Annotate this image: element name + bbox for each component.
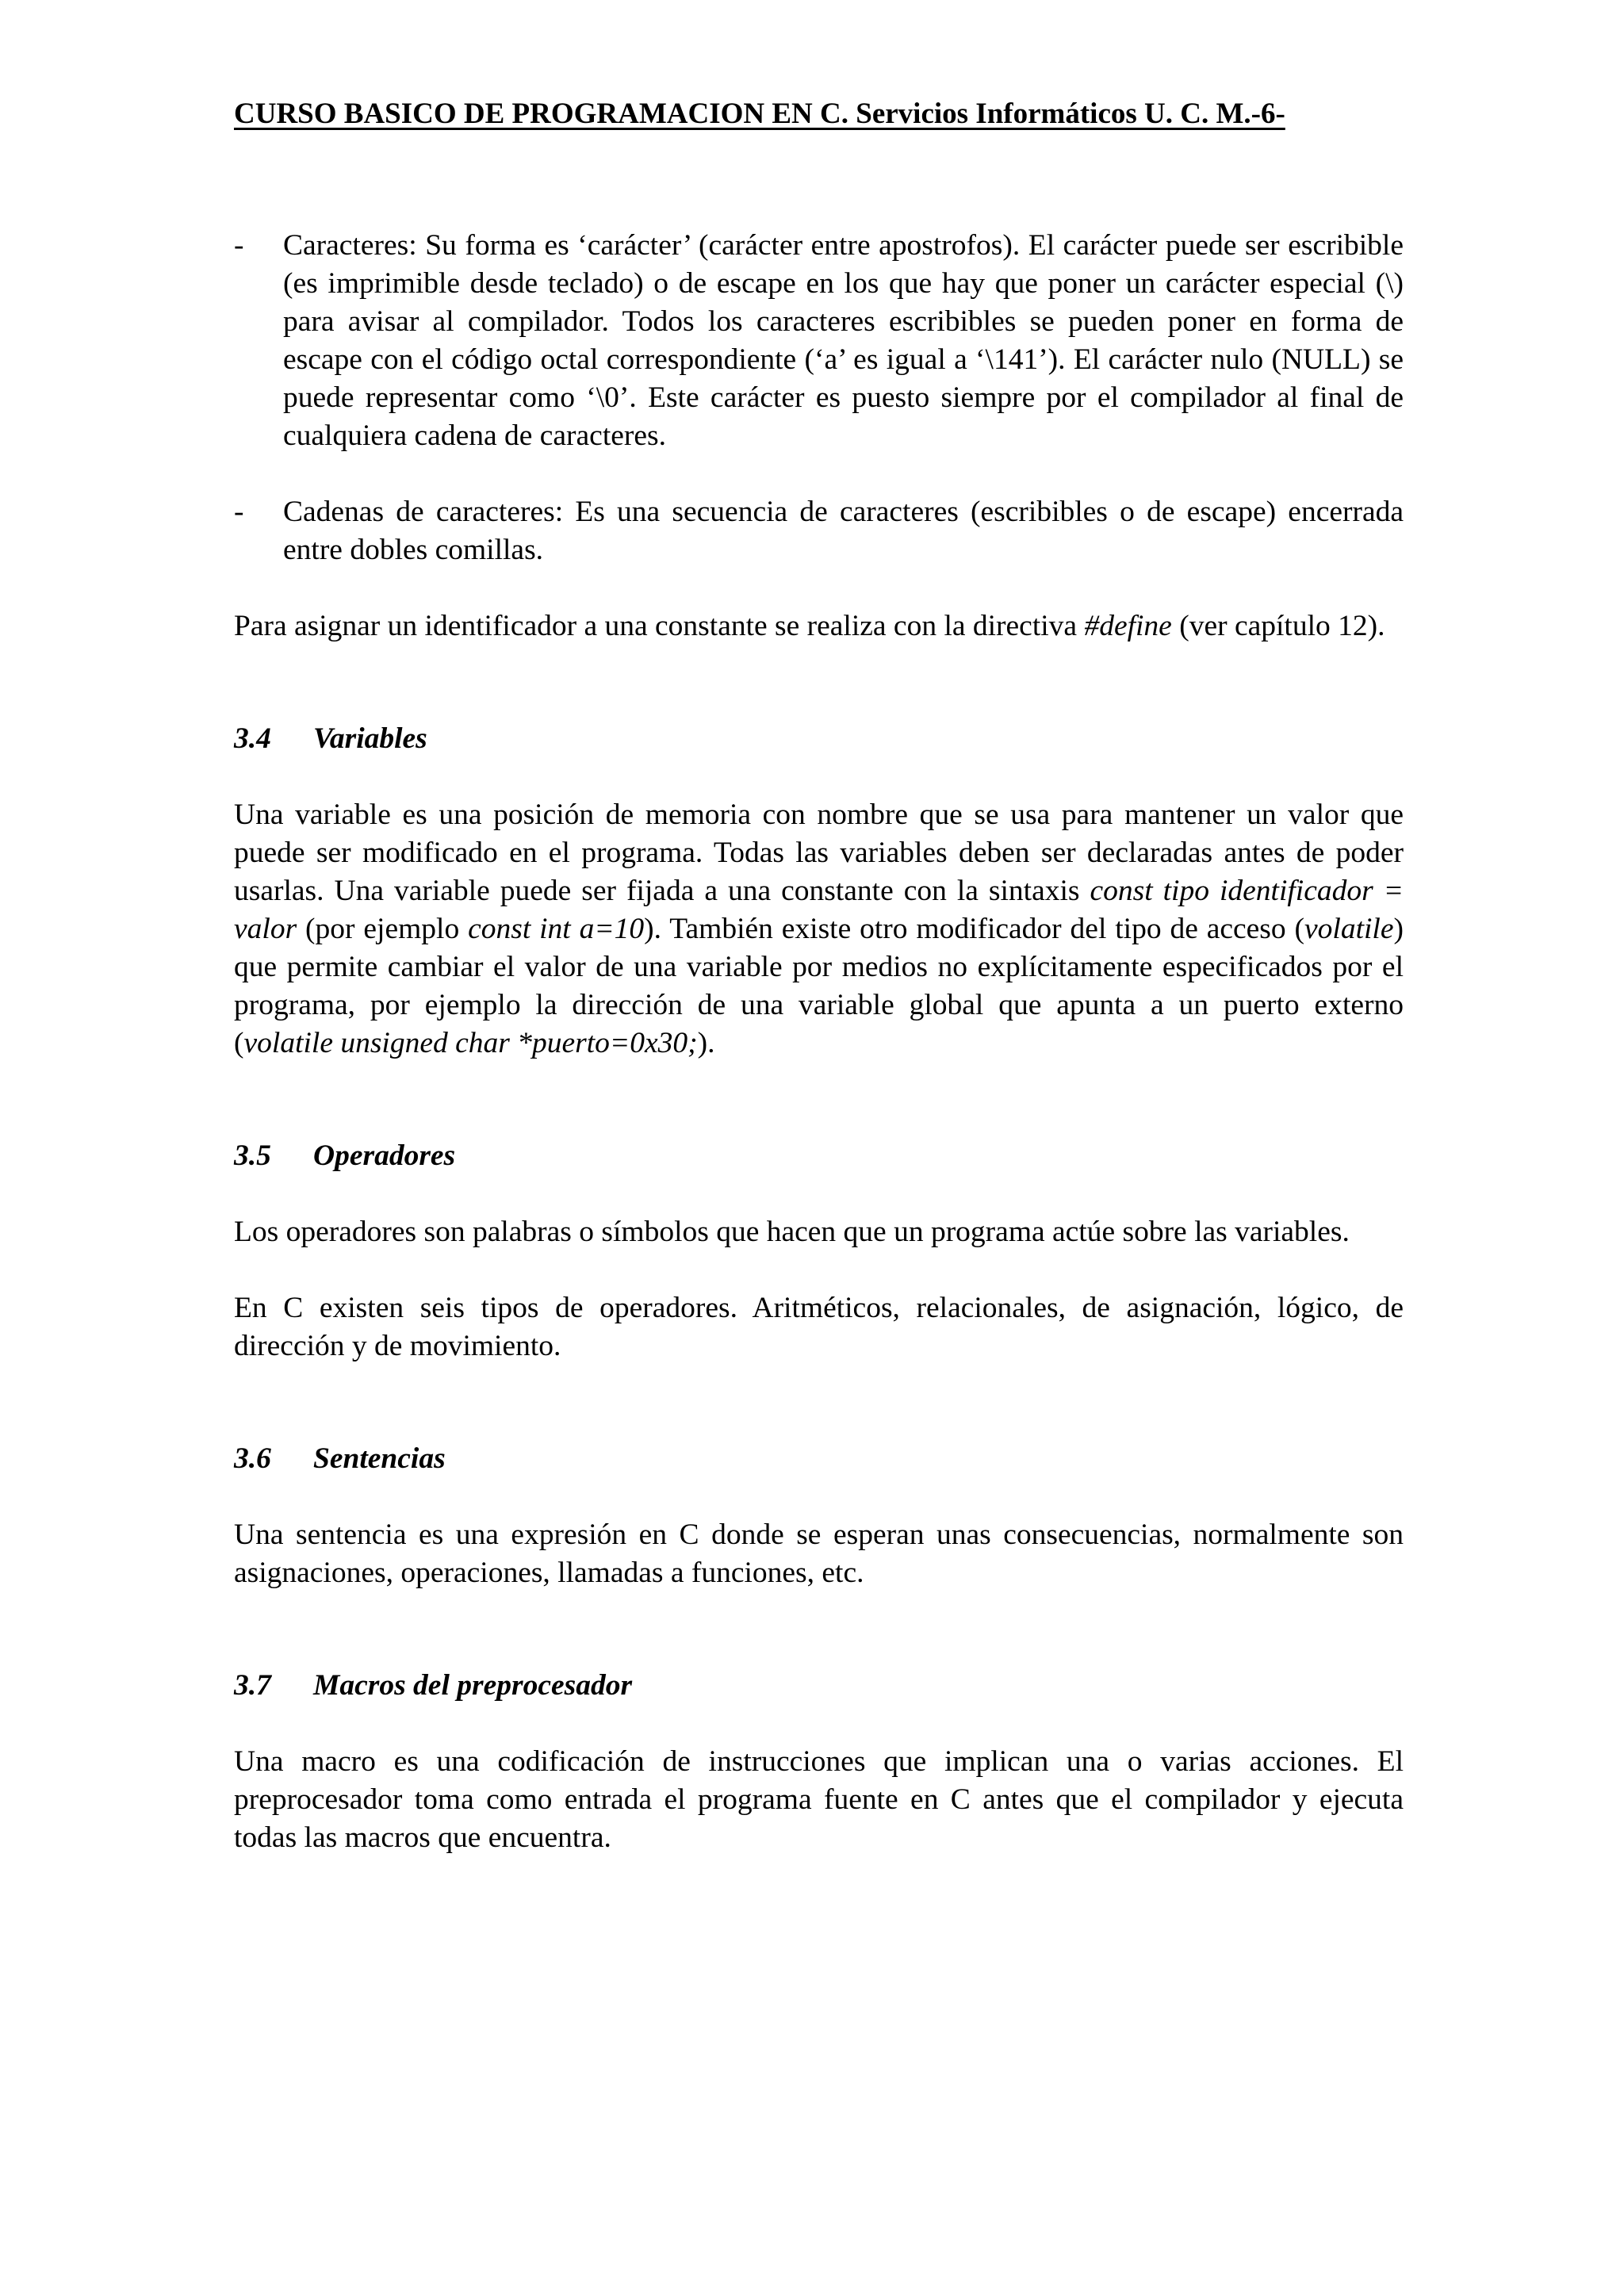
variables-paragraph <box>234 796 1404 1063</box>
italic-run: const tipo identificador = valor <box>234 875 1404 945</box>
section-number: 3.5 <box>234 1139 271 1172</box>
sentencias-paragraph: Una sentencia es una expresión en C donde se esperan unas consecuencias, normalmente son asignaciones, operaciones, llamadas a funciones, etc. <box>234 1518 1404 1589</box>
operadores-paragraph-1: Los operadores son palabras o símbolos que hacen que un programa actúe sobre las variables. <box>234 1216 1350 1248</box>
bullet-dash: - <box>234 496 244 528</box>
section-number: 3.6 <box>234 1442 271 1475</box>
section-title: Variables <box>313 722 427 755</box>
define-directive: #define <box>1084 610 1172 642</box>
operadores-paragraph-2: En C existen seis tipos de operadores. Aritméticos, relacionales, de asignación, lógico, de dirección y de movimiento. <box>234 1292 1404 1362</box>
section-heading-3-7 <box>234 1667 1404 1705</box>
text-run: (por ejemplo <box>297 913 469 945</box>
section-heading-3-4 <box>234 720 1404 758</box>
bullet-caracteres <box>234 227 1404 455</box>
define-paragraph <box>234 607 1404 645</box>
text-run: ). También existe otro modificador del tipo de acceso ( <box>644 913 1305 945</box>
section-heading-3-6 <box>234 1440 1404 1478</box>
italic-run: volatile unsigned char *puerto=0x30; <box>243 1027 698 1059</box>
section-number: 3.7 <box>234 1669 271 1702</box>
section-heading-3-5 <box>234 1137 1404 1175</box>
text-run: ). <box>697 1027 715 1059</box>
page-content <box>234 227 1404 1857</box>
define-text-before: Para asignar un identificador a una constante se realiza con la directiva <box>234 610 1085 642</box>
section-number: 3.4 <box>234 722 271 755</box>
bullet-text: Caracteres: Su forma es ‘carácter’ (carácter entre apostrofos). El carácter puede ser escribible (es imprimible desde teclado) o de escape en los que hay que poner un carácter especial (\) para avisar al compilador. Todos los caracteres escribibles se pueden poner en forma de escape con el código octal correspondiente (‘a’ es igual a ‘\141’). El carácter nulo (NULL) se puede representar como ‘\0’. Este carácter es puesto siempre por el compilador al final de cualquiera cadena de caracteres. <box>283 229 1404 452</box>
macros-paragraph: Una macro es una codificación de instrucciones que implican una o varias acciones. El preprocesador toma como entrada el programa fuente en C antes que el compilador y ejecuta todas las macros que encuentra. <box>234 1745 1404 1854</box>
define-text-after: (ver capítulo 12). <box>1171 610 1385 642</box>
bullet-dash: - <box>234 229 244 262</box>
bullet-text: Cadenas de caracteres: Es una secuencia de caracteres (escribibles o de escape) encerrada entre dobles comillas. <box>283 496 1404 566</box>
italic-run: const int a=10 <box>468 913 645 945</box>
text-run: Una variable es una posición de memoria con nombre que se usa para mantener un valor que puede ser modificado en el programa. Todas las variables deben ser declaradas antes de poder usarlas. Una variable puede ser fijada a una constante con la sintaxis <box>234 798 1404 907</box>
section-title: Macros del preprocesador <box>313 1669 633 1702</box>
section-title: Operadores <box>313 1139 456 1172</box>
section-title: Sentencias <box>313 1442 446 1475</box>
italic-run: volatile <box>1304 913 1394 945</box>
bullet-cadenas <box>234 493 1404 569</box>
text-run: ) que permite cambiar el valor de una variable por medios no explícitamente especificados por el programa, por ejemplo la dirección de una variable global que apunta a un puerto externo ( <box>234 913 1404 1059</box>
page-header: CURSO BASICO DE PROGRAMACION EN C. Servicios Informáticos U. C. M.-6- <box>234 98 1285 130</box>
